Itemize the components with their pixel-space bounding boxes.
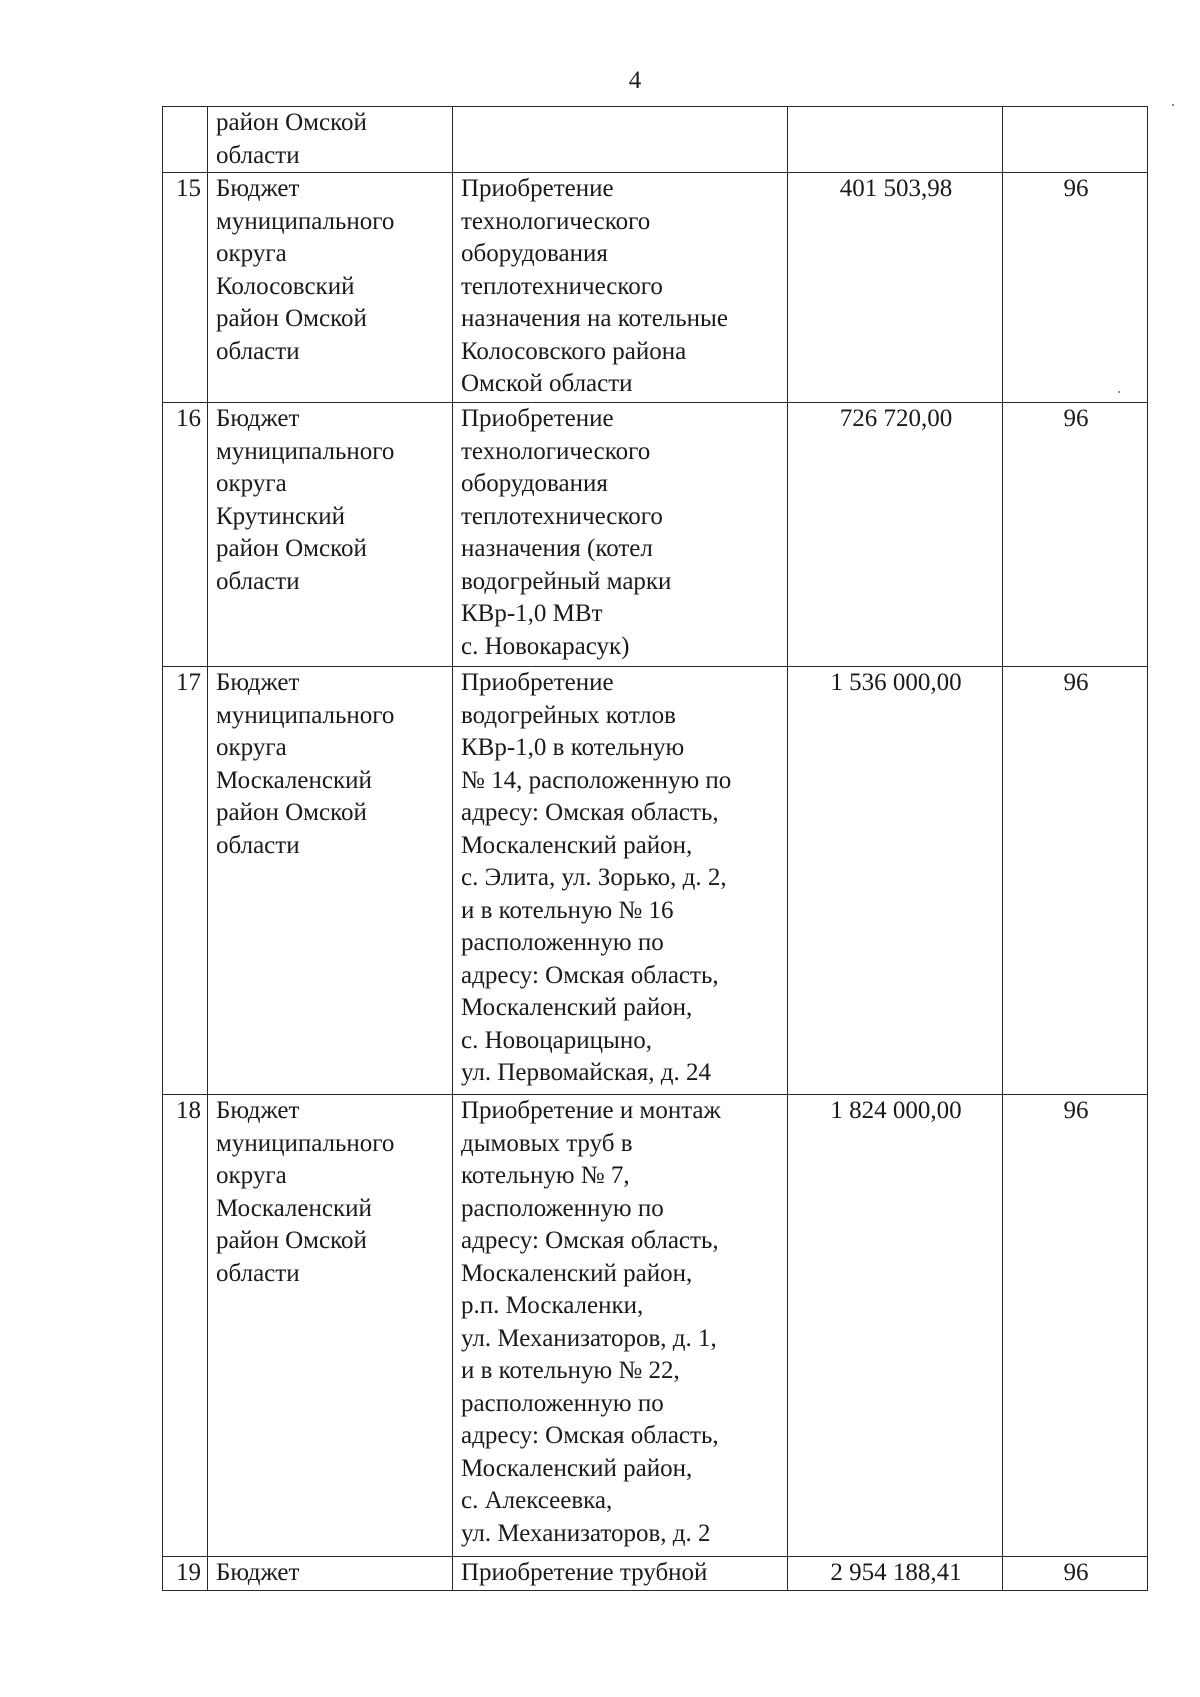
amount-cell: 1 536 000,00 <box>788 667 1003 1095</box>
purpose-cell: Приобретение водогрейных котлов КВр-1,0 в котельную № 14, расположенную по адресу: Омская область, Москаленский район, с. Элита, ул. Зорько, д. 2, и в котельную № 16 расположенную по адресу: Омская область, Москаленский район, с. Новоцарицыно, ул. Первомайская, д. 24 <box>453 667 788 1095</box>
percent-cell: 96 <box>1003 1557 1148 1591</box>
row-number-cell <box>163 107 208 173</box>
percent-cell: 96 <box>1003 1095 1148 1557</box>
percent-cell <box>1003 107 1148 173</box>
table-row <box>163 1095 1148 1557</box>
purpose-cell: Приобретение трубной <box>453 1557 788 1591</box>
table-row <box>163 107 1148 173</box>
purpose-cell: Приобретение технологического оборудования теплотехнического назначения на котельные Колосовского района Омской области <box>453 173 788 403</box>
percent-cell: 96 <box>1003 173 1148 403</box>
budget-cell: Бюджет муниципального округа Москаленский район Омской области <box>208 667 453 1095</box>
budget-cell: Бюджет муниципального округа Колосовский район Омской области <box>208 173 453 403</box>
amount-cell: 1 824 000,00 <box>788 1095 1003 1557</box>
budget-cell: Бюджет <box>208 1557 453 1591</box>
budget-cell: район Омской области <box>208 107 453 173</box>
table-row <box>163 667 1148 1095</box>
amount-cell: 726 720,00 <box>788 403 1003 667</box>
scan-speck <box>1118 391 1120 393</box>
amount-cell <box>788 107 1003 173</box>
percent-cell: 96 <box>1003 667 1148 1095</box>
row-number-cell: 15 <box>163 173 208 403</box>
budget-cell: Бюджет муниципального округа Крутинский район Омской области <box>208 403 453 667</box>
row-number-cell: 16 <box>163 403 208 667</box>
purpose-cell: Приобретение технологического оборудования теплотехнического назначения (котел водогрейный марки КВр-1,0 МВт с. Новокарасук) <box>453 403 788 667</box>
purpose-cell <box>453 107 788 173</box>
amount-cell: 401 503,98 <box>788 173 1003 403</box>
budget-cell: Бюджет муниципального округа Москаленский район Омской области <box>208 1095 453 1557</box>
page-number: 4 <box>628 67 642 94</box>
table-row <box>163 173 1148 403</box>
funding-table <box>162 106 1148 1591</box>
row-number-cell: 19 <box>163 1557 208 1591</box>
table-row <box>163 403 1148 667</box>
row-number-cell: 17 <box>163 667 208 1095</box>
row-number-cell: 18 <box>163 1095 208 1557</box>
percent-cell: 96 <box>1003 403 1148 667</box>
table-row <box>163 1557 1148 1591</box>
scan-speck <box>1172 104 1174 106</box>
amount-cell: 2 954 188,41 <box>788 1557 1003 1591</box>
purpose-cell: Приобретение и монтаж дымовых труб в котельную № 7, расположенную по адресу: Омская область, Москаленский район, р.п. Москаленки, ул. Механизаторов, д. 1, и в котельную № 22, расположенную по адресу: Омская область, Москаленский район, с. Алексеевка, ул. Механизаторов, д. 2 <box>453 1095 788 1557</box>
